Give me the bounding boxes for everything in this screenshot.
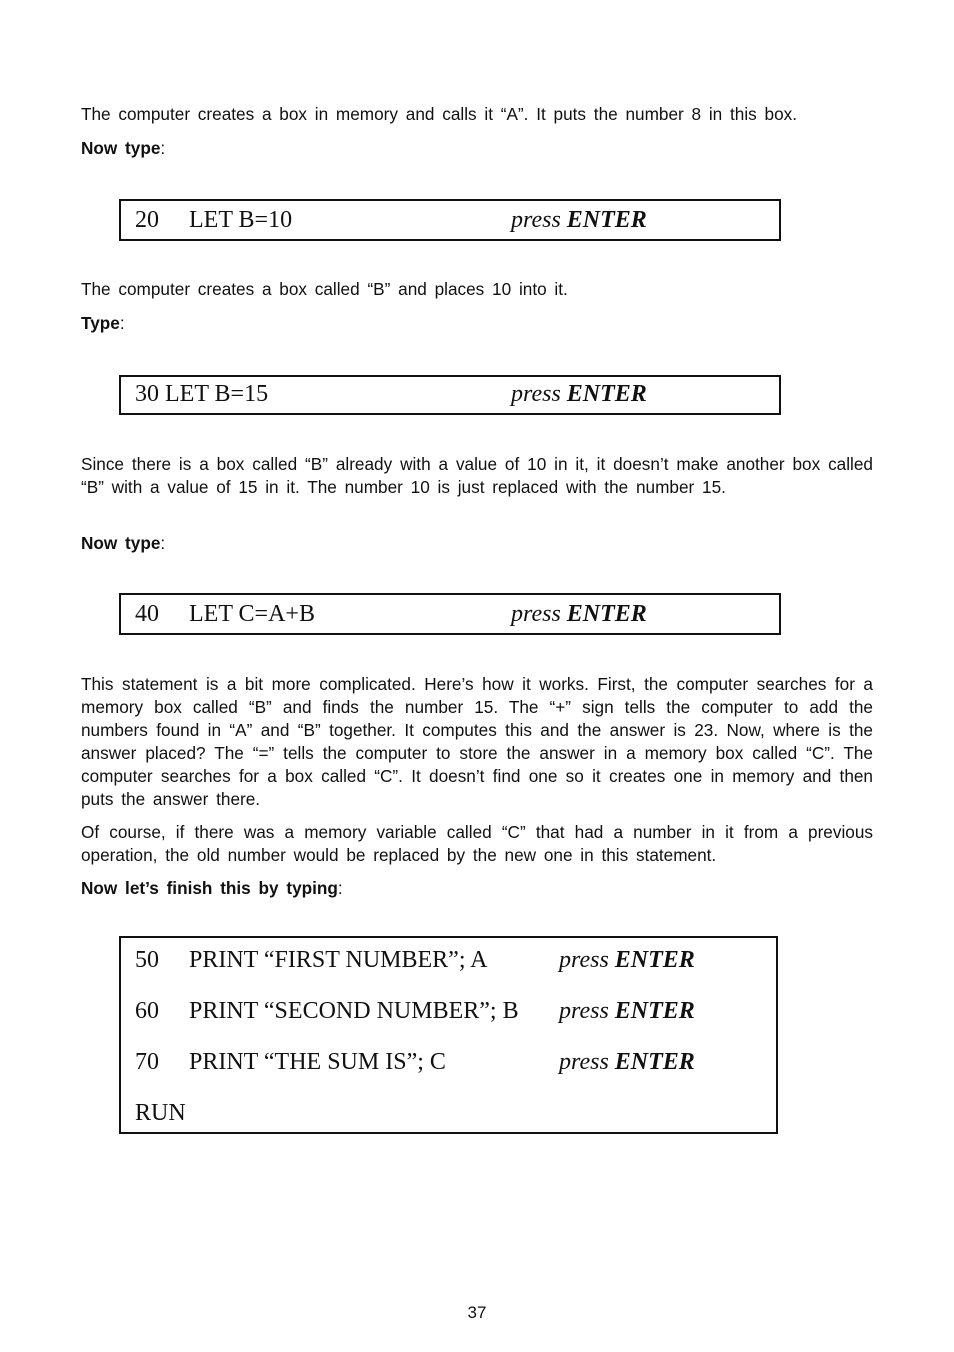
colon: :: [160, 533, 166, 553]
press-enter-hint: [511, 380, 647, 408]
code-box-print-program: [119, 936, 778, 1134]
code-line: [135, 380, 268, 408]
enter-key-word: ENTER: [566, 207, 647, 233]
press-enter-hint: [511, 600, 647, 628]
press-enter-hint: [559, 946, 695, 974]
code-statement: 30 LET B=15: [135, 381, 269, 407]
code-line: [135, 1099, 186, 1127]
line-number: 60: [135, 998, 159, 1024]
enter-key-word: ENTER: [614, 998, 695, 1024]
code-line: [135, 1048, 446, 1076]
instruction-finish: [81, 877, 343, 900]
instruction-type-2: [81, 312, 125, 335]
press-word: press: [559, 1049, 609, 1075]
code-line: [135, 946, 488, 974]
paragraph-explanation: This statement is a bit more complicated. Here’s how it works. First, the computer searches for a memory box called “B” and finds the number 15. The “+” sign tells the computer to add the numbers found in “A” and “B” together. It computes this and the answer is 23. Now, where is the answer placed? The “=” tells the computer to store the answer in a memory box called “C”. The computer searches for a box called “C”. It doesn’t find one so it creates one in memory and then puts the answer there.: [81, 674, 873, 809]
press-word: press: [511, 601, 561, 627]
line-number: 70: [135, 1049, 159, 1075]
instruction-label: Type: [81, 313, 120, 333]
enter-key-word: ENTER: [566, 381, 647, 407]
code-line: [135, 206, 292, 234]
code-statement: PRINT “THE SUM IS”; C: [189, 1049, 446, 1075]
code-statement: LET C=A+B: [189, 601, 315, 627]
code-statement: RUN: [135, 1100, 186, 1126]
paragraph-box-a: The computer creates a box in memory and calls it “A”. It puts the number 8 in this box.: [81, 104, 798, 124]
instruction-label: Now type: [81, 533, 161, 553]
paragraph-previous-variable: Of course, if there was a memory variable called “C” that had a number in it from a previous operation, the old number would be replaced by the new one in this statement.: [81, 822, 873, 865]
page-number: 37: [467, 1303, 487, 1322]
code-line: [135, 600, 315, 628]
code-statement: LET B=10: [189, 207, 293, 233]
code-box-line-30: [119, 375, 781, 415]
instruction-now-type-3: [81, 532, 165, 555]
colon: :: [160, 138, 166, 158]
line-number: 40: [135, 601, 159, 627]
enter-key-word: ENTER: [614, 1049, 695, 1075]
code-box-line-40: [119, 593, 781, 635]
enter-key-word: ENTER: [614, 947, 695, 973]
instruction-now-type-1: [81, 137, 165, 160]
paragraph-box-b: The computer creates a box called “B” and places 10 into it.: [81, 279, 568, 299]
press-word: press: [559, 998, 609, 1024]
instruction-label: Now type: [81, 138, 161, 158]
code-line: [135, 997, 519, 1025]
colon: :: [337, 878, 343, 898]
code-statement: PRINT “FIRST NUMBER”; A: [189, 947, 488, 973]
press-word: press: [511, 207, 561, 233]
press-enter-hint: [559, 997, 695, 1025]
press-enter-hint: [559, 1048, 695, 1076]
press-word: press: [511, 381, 561, 407]
code-box-line-20: [119, 199, 781, 241]
enter-key-word: ENTER: [566, 601, 647, 627]
paragraph-replace-b: Since there is a box called “B” already with a value of 10 in it, it doesn’t make another box called “B” with a value of 15 in it. The number 10 is just replaced with the number 15.: [81, 454, 873, 497]
line-number: 20: [135, 207, 159, 233]
colon: :: [119, 313, 125, 333]
press-word: press: [559, 947, 609, 973]
press-enter-hint: [511, 206, 647, 234]
code-statement: PRINT “SECOND NUMBER”; B: [189, 998, 519, 1024]
line-number: 50: [135, 947, 159, 973]
instruction-label: Now let’s finish this by typing: [81, 878, 338, 898]
